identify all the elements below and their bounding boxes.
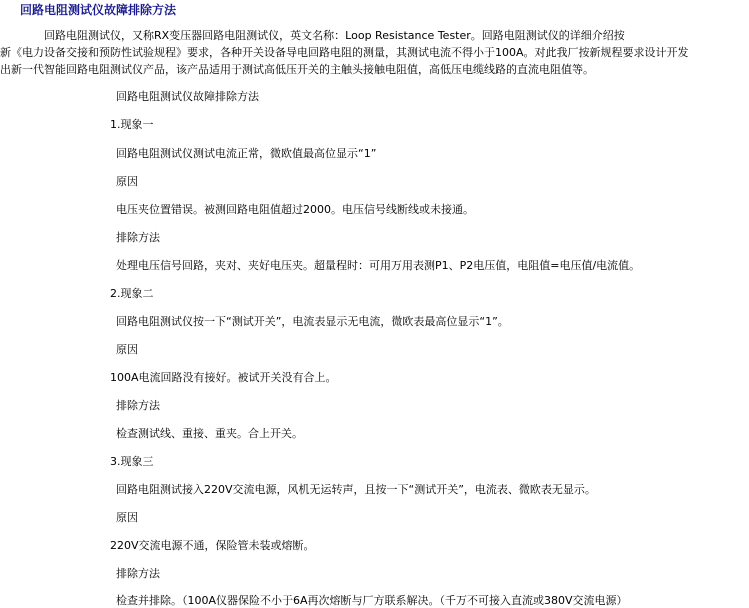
intro-line: 出新一代智能回路电阻测试仪产品，该产品适用于测试高低压开关的主触头接触电阻值，高低压电缆线路的直流电阻值等。 <box>0 63 594 76</box>
symptom-1-solution-label: 排除方法 <box>116 231 160 244</box>
page-title: 回路电阻测试仪故障排除方法 <box>20 3 177 17</box>
symptom-2-solution-label: 排除方法 <box>116 399 160 412</box>
symptom-1-solution: 处理电压信号回路，夹对、夹好电压夹。超量程时：可用万用表测P1、P2电压值，电阻值=电压值/电流值。 <box>116 259 641 272</box>
symptom-2-solution: 检查测试线、重接、重夹。合上开关。 <box>116 427 303 440</box>
symptom-1-cause: 电压夹位置错误。被测回路电阻值超过2000。电压信号线断线或未接通。 <box>116 203 474 216</box>
intro-line: 回路电阻测试仪，又称RX变压器回路电阻测试仪，英文名称：Loop Resistance Tester。回路电阻测试仪的详细介绍按 <box>0 29 625 42</box>
symptom-2-cause: 100A电流回路没有接好。被试开关没有合上。 <box>110 371 337 384</box>
symptom-3-solution-label: 排除方法 <box>116 567 160 580</box>
intro-line: 新《电力设备交接和预防性试验规程》要求，各种开关设备导电回路电阻的测量，其测试电流不得小于100A。对此我厂按新规程要求设计开发 <box>0 46 689 59</box>
symptom-3-solution: 检查并排除。（100A仪器保险不小于6A再次熔断与厂方联系解决。（千万不可接入直流或380V交流电源） <box>116 594 628 607</box>
symptom-2-cause-label: 原因 <box>116 343 138 356</box>
intro-paragraph <box>0 27 749 78</box>
symptom-1-description: 回路电阻测试仪测试电流正常，微欧值最高位显示“1” <box>116 147 377 160</box>
symptom-3-heading: 3.现象三 <box>110 455 154 468</box>
symptom-3-cause: 220V交流电源不通，保险管未装或熔断。 <box>110 539 315 552</box>
symptom-3-cause-label: 原因 <box>116 511 138 524</box>
symptom-3-description: 回路电阻测试接入220V交流电源，风机无运转声，且按一下“测试开关”，电流表、微欧表无显示。 <box>116 483 596 496</box>
symptom-2-heading: 2.现象二 <box>110 287 154 300</box>
symptom-2-description: 回路电阻测试仪按一下“测试开关”，电流表显示无电流，微欧表最高位显示“1”。 <box>116 315 509 328</box>
symptom-1-cause-label: 原因 <box>116 175 138 188</box>
symptom-1-heading: 1.现象一 <box>110 118 154 131</box>
section-heading: 回路电阻测试仪故障排除方法 <box>116 90 259 103</box>
